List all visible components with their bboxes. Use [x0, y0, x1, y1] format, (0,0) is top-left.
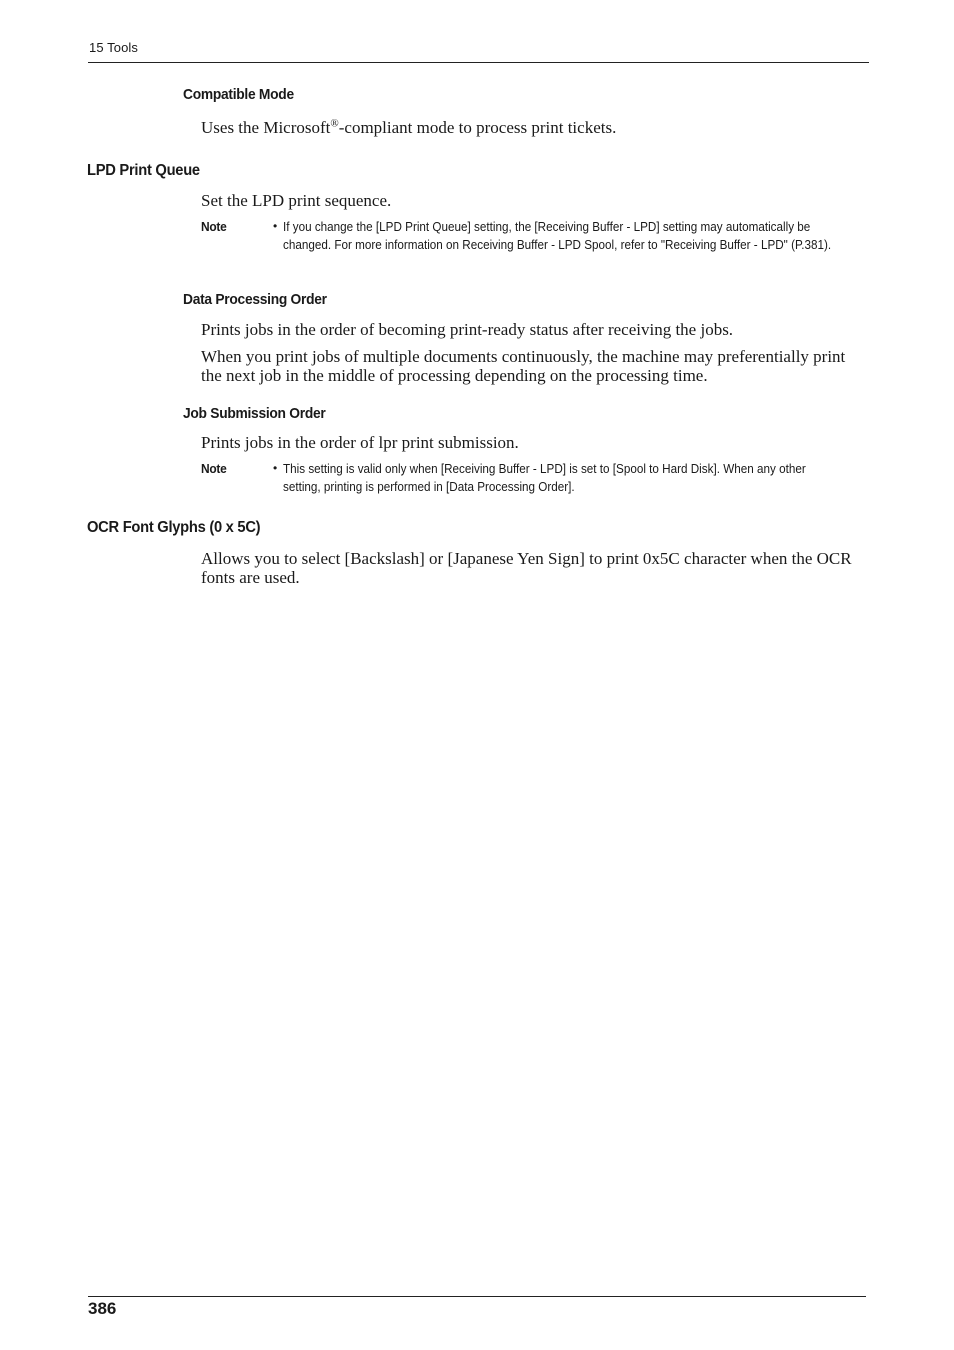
paragraph-ocr-font-glyphs: Allows you to select [Backslash] or [Japanese Yen Sign] to print 0x5C character when the OCR fonts are used. — [201, 549, 852, 587]
text-before-trademark: Uses the Microsoft — [201, 118, 331, 137]
note-bullet: • — [273, 219, 278, 233]
page-number: 386 — [88, 1299, 117, 1318]
paragraph-lpd-print-queue: Set the LPD print sequence. — [201, 191, 392, 210]
paragraph-job-submission-order: Prints jobs in the order of lpr print submission. — [201, 433, 519, 452]
heading-data-processing-order: Data Processing Order — [183, 291, 327, 308]
header-divider — [88, 62, 869, 63]
registered-mark: ® — [330, 117, 339, 130]
paragraph-data-processing-order-2: When you print jobs of multiple documents continuously, the machine may preferentially print the next job in the middle of processing depending on the processing time. — [201, 347, 846, 385]
note-bullet: • — [273, 461, 278, 475]
note-label: Note — [201, 219, 227, 234]
heading-compatible-mode: Compatible Mode — [183, 86, 294, 103]
heading-job-submission-order: Job Submission Order — [183, 405, 326, 422]
note-text-lpd-print-queue: If you change the [LPD Print Queue] setting, the [Receiving Buffer - LPD] setting may automatically be changed. For more information on Receiving Buffer - LPD Spool, refer to "Receiving Buffer - LPD" (P.381). — [283, 220, 832, 252]
text-after-trademark: -compliant mode to process print tickets. — [338, 118, 617, 137]
footer-divider — [88, 1296, 866, 1297]
paragraph-compatible-mode — [201, 118, 867, 137]
paragraph-data-processing-order-1: Prints jobs in the order of becoming print-ready status after receiving the jobs. — [201, 320, 734, 339]
note-label: Note — [201, 461, 227, 476]
note-text-job-submission-order: This setting is valid only when [Receiving Buffer - LPD] is set to [Spool to Hard Disk]. When any other setting, printing is performed in [Data Processing Order]. — [283, 462, 806, 494]
running-header: 15 Tools — [89, 40, 138, 55]
heading-ocr-font-glyphs: OCR Font Glyphs (0 x 5C) — [87, 519, 261, 536]
heading-lpd-print-queue: LPD Print Queue — [87, 162, 200, 179]
